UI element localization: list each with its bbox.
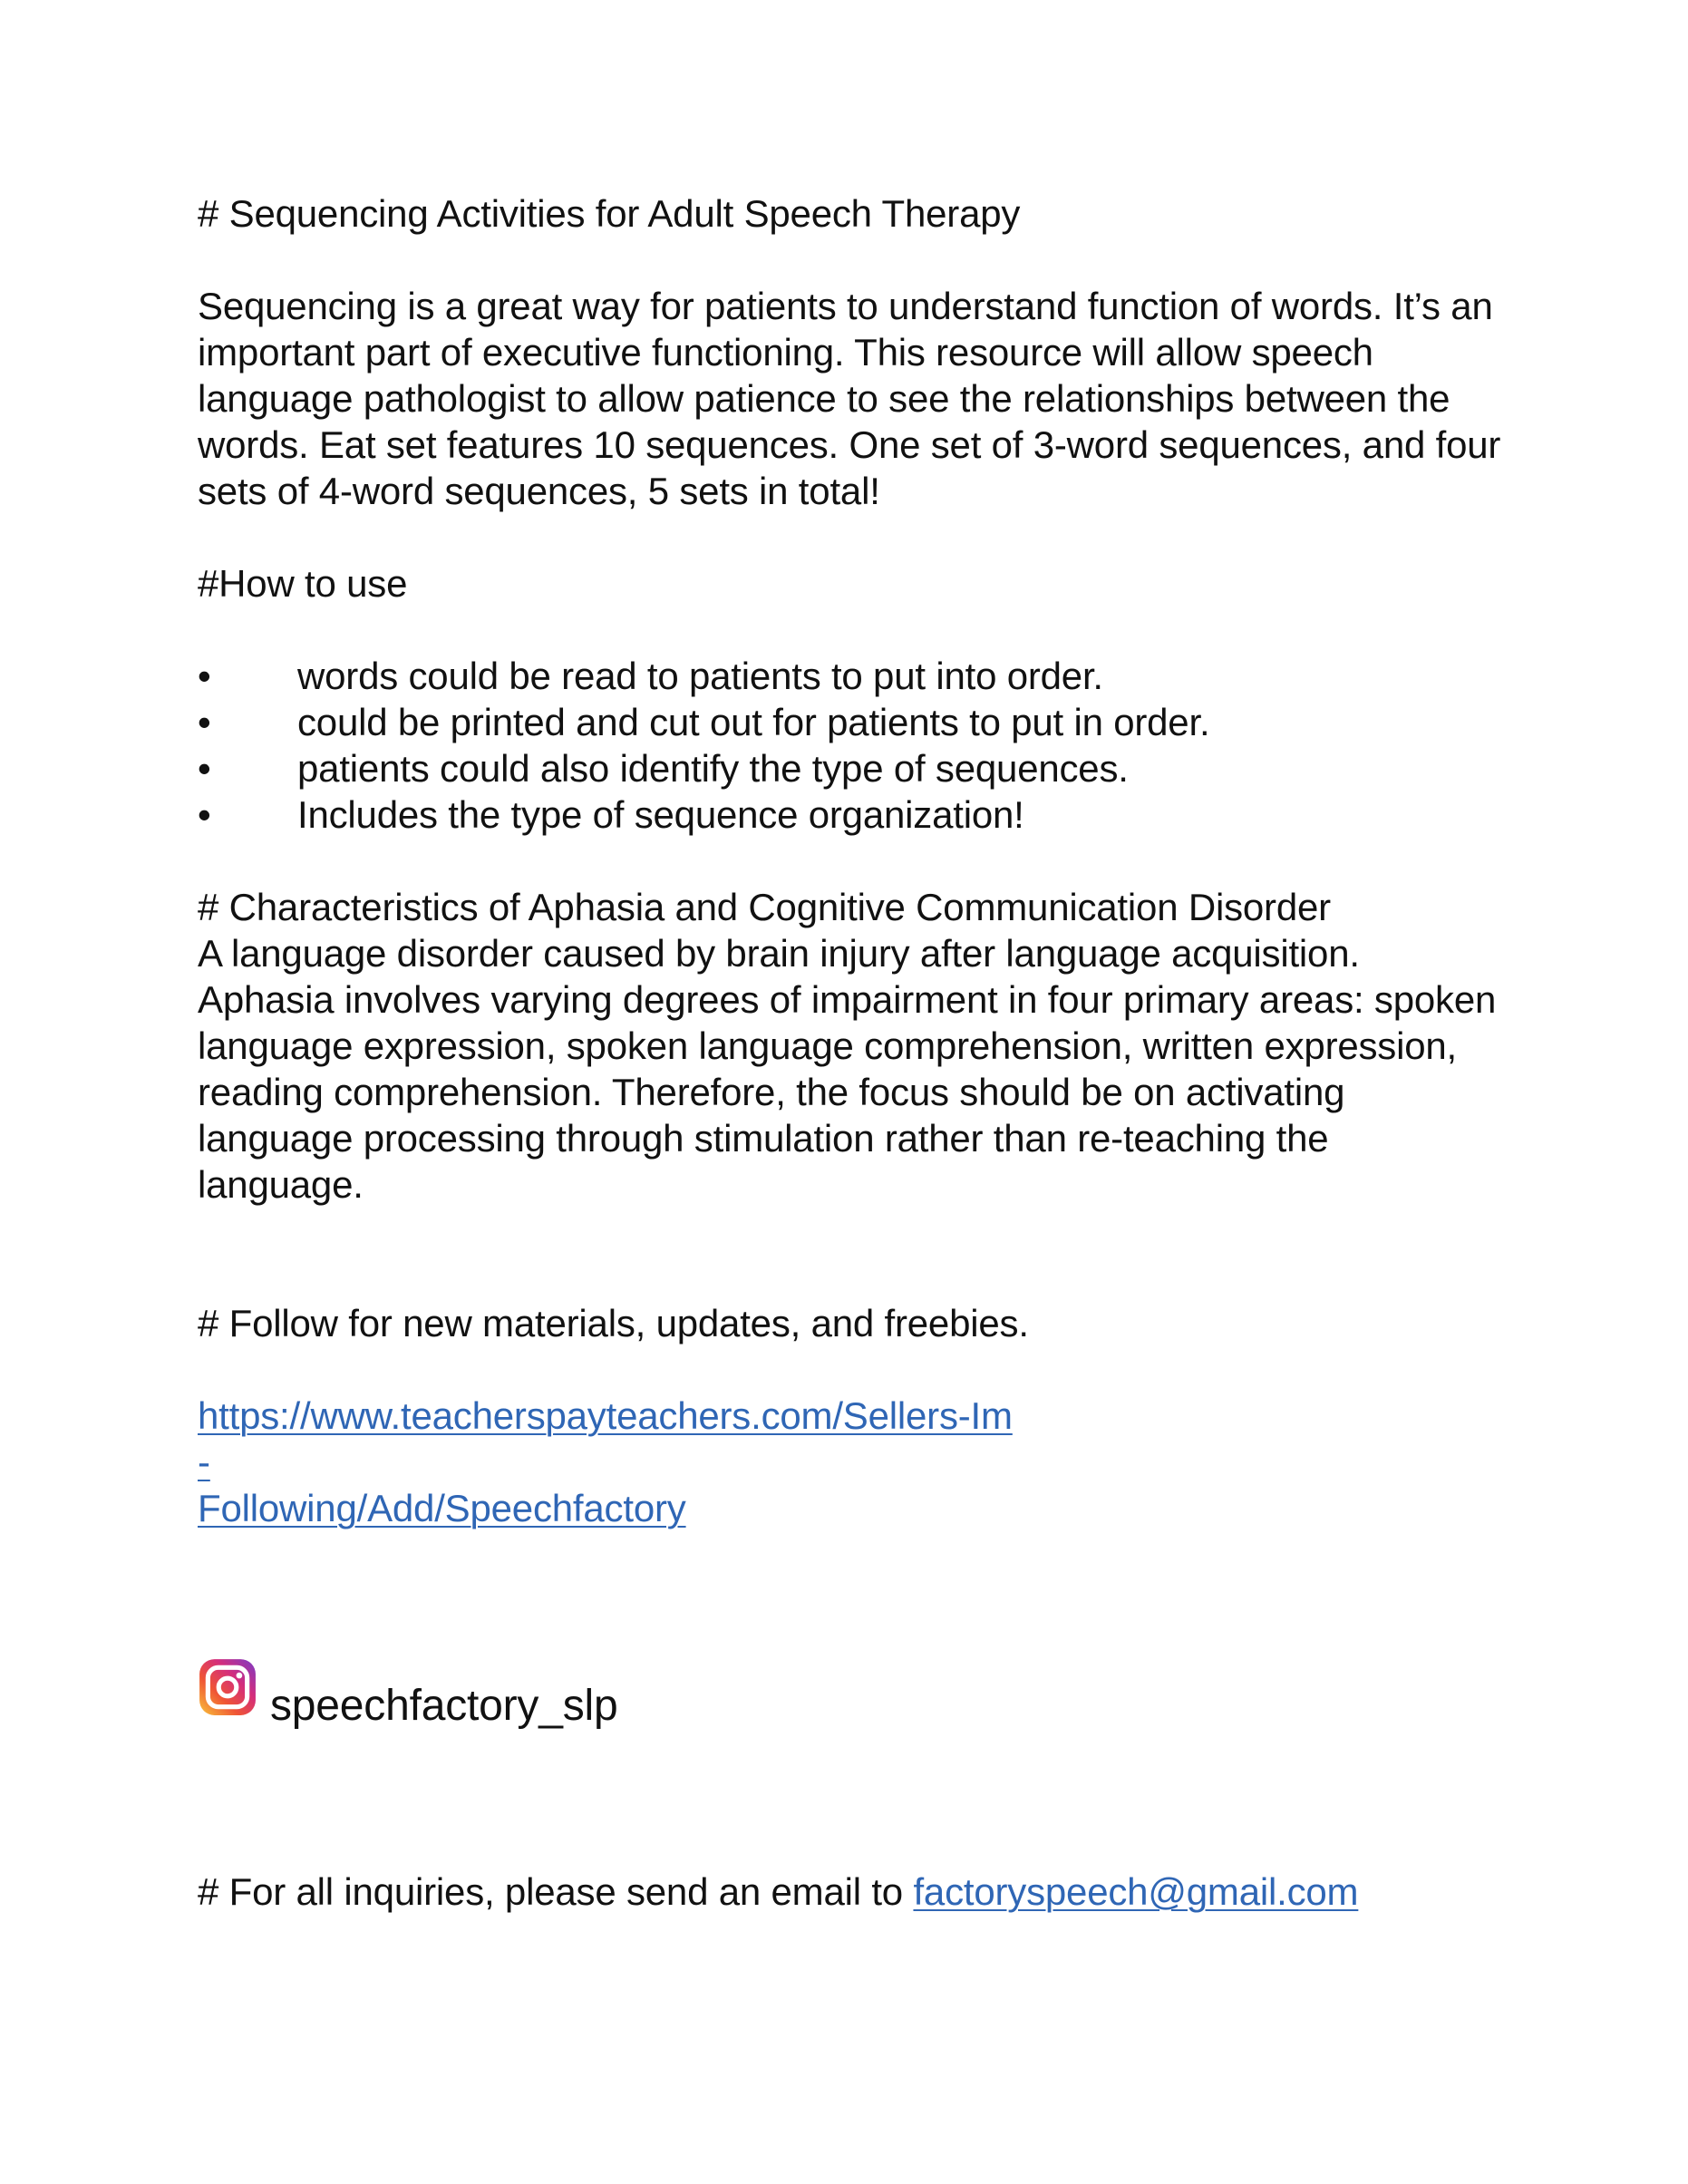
spacer	[198, 1254, 1503, 1300]
list-item-text: words could be read to patients to put into order.	[297, 655, 1103, 697]
instagram-row[interactable]	[198, 1670, 1503, 1730]
bullet-icon: •	[198, 701, 211, 743]
document-page	[198, 190, 1503, 1915]
bullet-icon: •	[198, 747, 211, 790]
store-follow-link[interactable]	[198, 1393, 1014, 1531]
how-to-use-list	[198, 653, 1503, 838]
inquiries-line	[198, 1869, 1503, 1915]
list-item-text: Includes the type of sequence organization!	[297, 793, 1024, 836]
spacer	[198, 1730, 1503, 1869]
email-link[interactable]: factoryspeech@gmail.com	[913, 1870, 1359, 1913]
list-item-text: could be printed and cut out for patients to put in order.	[297, 701, 1210, 743]
spacer	[198, 607, 1503, 653]
link-line-2: Following/Add/Speechfactory	[198, 1487, 686, 1529]
list-item-text: patients could also identify the type of sequences.	[297, 747, 1129, 790]
bullet-icon: •	[198, 655, 211, 697]
instagram-icon	[198, 1657, 257, 1717]
inquiries-text: # For all inquiries, please send an email to	[198, 1870, 903, 1913]
page-title: # Sequencing Activities for Adult Speech Therapy	[198, 192, 1021, 235]
follow-heading: # Follow for new materials, updates, and freebies.	[198, 1302, 1029, 1344]
instagram-handle: speechfactory_slp	[270, 1681, 618, 1730]
bullet-icon: •	[198, 793, 211, 836]
list-item	[198, 699, 1503, 745]
intro-paragraph: Sequencing is a great way for patients to understand function of words. It’s an important part of executive functioning. This resource will allow speech language pathologist to allow patience to see the relationships between the words. Eat set features 10 sequences. One set of 3-word sequences, and four sets of 4-word sequences, 5 sets in total!	[198, 285, 1501, 512]
list-item	[198, 745, 1503, 791]
list-item	[198, 791, 1503, 838]
list-item	[198, 653, 1503, 699]
characteristics-heading: # Characteristics of Aphasia and Cognitive Communication Disorder	[198, 886, 1331, 928]
spacer	[198, 1531, 1503, 1670]
link-line-1: https://www.teacherspayteachers.com/Sellers-Im-	[198, 1394, 1013, 1483]
characteristics-paragraph: A language disorder caused by brain injury after language acquisition. Aphasia involves varying degrees of impairment in four primary areas: spoken language expression, spoken language comprehension, written expression, reading comprehension. Therefore, the focus should be on activating language processing through stimulation rather than re-teaching the language.	[198, 932, 1497, 1206]
how-to-use-heading: #How to use	[198, 562, 408, 605]
